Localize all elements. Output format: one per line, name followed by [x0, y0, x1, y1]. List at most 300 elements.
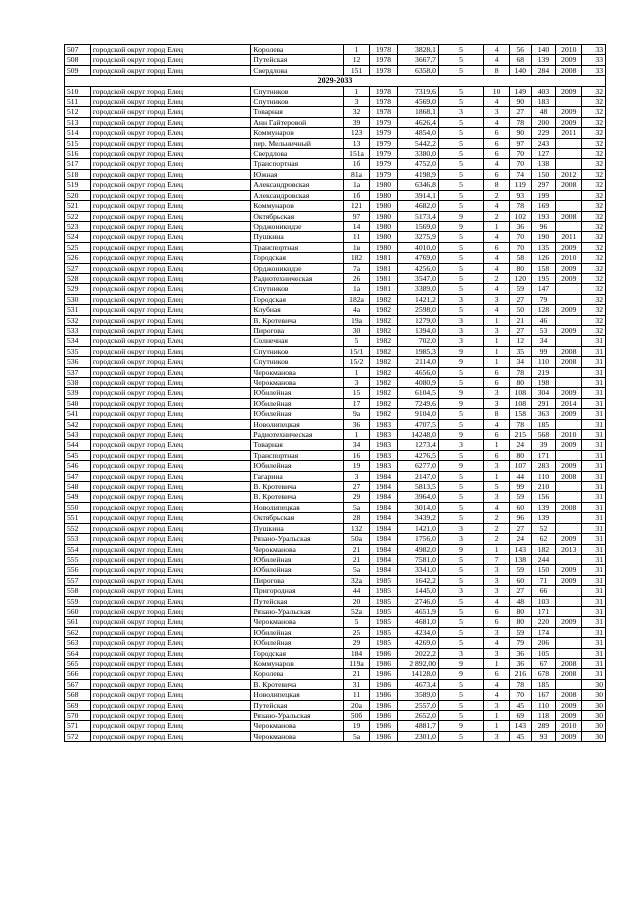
- cell-year-built: 1979: [369, 117, 397, 127]
- cell-term: 31: [582, 648, 606, 658]
- cell-row-number: 534: [65, 336, 91, 346]
- cell-house-number: 32: [344, 107, 370, 117]
- cell-row-number: 559: [65, 596, 91, 606]
- cell-entrances: 3: [484, 575, 510, 585]
- cell-street: Транспортная: [251, 159, 344, 169]
- table-row: [65, 606, 606, 616]
- cell-residents: 79: [531, 294, 556, 304]
- cell-residents: 403: [531, 86, 556, 96]
- cell-street: Черокманова: [251, 367, 344, 377]
- cell-house-number: 27: [344, 482, 370, 492]
- cell-residents: 110: [531, 471, 556, 481]
- cell-term: 31: [582, 336, 606, 346]
- cell-term: 31: [582, 378, 606, 388]
- cell-term: 33: [582, 65, 606, 75]
- cell-street: Городская: [251, 294, 344, 304]
- cell-term: 31: [582, 357, 606, 367]
- cell-floors: 5: [438, 128, 483, 138]
- cell-house-number: 36: [344, 419, 370, 429]
- table-row: [65, 180, 606, 190]
- cell-floors: 5: [438, 117, 483, 127]
- cell-municipality: городской округ город Елец: [90, 731, 251, 741]
- cell-area: 2652,0: [397, 711, 438, 721]
- cell-area: 4854,0: [397, 128, 438, 138]
- cell-row-number: 568: [65, 690, 91, 700]
- cell-row-number: 549: [65, 492, 91, 502]
- cell-area: 7581,0: [397, 554, 438, 564]
- cell-year-built: 1978: [369, 86, 397, 96]
- cell-municipality: городской округ город Елец: [90, 388, 251, 398]
- cell-floors: 5: [438, 378, 483, 388]
- table-row: [65, 523, 606, 533]
- cell-area: 7249,6: [397, 398, 438, 408]
- cell-term: 31: [582, 409, 606, 419]
- cell-row-number: 564: [65, 648, 91, 658]
- cell-residents: 139: [531, 513, 556, 523]
- cell-house-number: 19: [344, 721, 370, 731]
- cell-floors: 5: [438, 471, 483, 481]
- cell-municipality: городской округ город Елец: [90, 159, 251, 169]
- cell-floors: 5: [438, 627, 483, 637]
- cell-row-number: 542: [65, 419, 91, 429]
- cell-entrances: 1: [484, 721, 510, 731]
- cell-floors: 5: [438, 273, 483, 283]
- cell-area: 3389,0: [397, 284, 438, 294]
- cell-row-number: 541: [65, 409, 91, 419]
- cell-floors: 5: [438, 232, 483, 242]
- cell-year-built: 1981: [369, 253, 397, 263]
- cell-term: 31: [582, 461, 606, 471]
- cell-entrances: 6: [484, 669, 510, 679]
- cell-house-number: 5а: [344, 731, 370, 741]
- cell-residents: 193: [531, 211, 556, 221]
- table-row: [65, 617, 606, 627]
- cell-row-number: 572: [65, 731, 91, 741]
- cell-row-number: 540: [65, 398, 91, 408]
- cell-term: 31: [582, 471, 606, 481]
- cell-year-built: 1984: [369, 523, 397, 533]
- cell-entrances: 4: [484, 284, 510, 294]
- cell-year-built: 1983: [369, 450, 397, 460]
- cell-repair-year: [556, 523, 582, 533]
- cell-term: 32: [582, 232, 606, 242]
- cell-residents: 150: [531, 565, 556, 575]
- cell-term: 33: [582, 45, 606, 55]
- cell-year-built: 1982: [369, 409, 397, 419]
- cell-street: Путейская: [251, 55, 344, 65]
- cell-residents: 34: [531, 336, 556, 346]
- cell-row-number: 531: [65, 305, 91, 315]
- cell-row-number: 521: [65, 201, 91, 211]
- cell-entrances: 3: [484, 565, 510, 575]
- cell-house-number: 12: [344, 55, 370, 65]
- cell-house-number: 34: [344, 440, 370, 450]
- cell-municipality: городской округ город Елец: [90, 617, 251, 627]
- cell-row-number: 550: [65, 502, 91, 512]
- cell-municipality: городской округ город Елец: [90, 450, 251, 460]
- cell-term: 31: [582, 430, 606, 440]
- cell-floors: 5: [438, 97, 483, 107]
- cell-street: Новолипецкая: [251, 502, 344, 512]
- cell-street: Александровская: [251, 180, 344, 190]
- cell-apartments: 27: [510, 294, 532, 304]
- cell-entrances: 10: [484, 86, 510, 96]
- cell-row-number: 570: [65, 711, 91, 721]
- cell-year-built: 1984: [369, 534, 397, 544]
- cell-year-built: 1983: [369, 419, 397, 429]
- cell-entrances: 1: [484, 336, 510, 346]
- cell-house-number: 1: [344, 86, 370, 96]
- table-row: [65, 336, 606, 346]
- cell-street: Новолипецкая: [251, 690, 344, 700]
- cell-year-built: 1980: [369, 242, 397, 252]
- cell-house-number: 19а: [344, 315, 370, 325]
- cell-entrances: 1: [484, 471, 510, 481]
- cell-street: Черокманова: [251, 544, 344, 554]
- cell-area: 1756,0: [397, 534, 438, 544]
- cell-repair-year: [556, 138, 582, 148]
- cell-area: 4673,4: [397, 679, 438, 689]
- table-row: [65, 440, 606, 450]
- cell-floors: 9: [438, 211, 483, 221]
- cell-area: 2147,0: [397, 471, 438, 481]
- cell-year-built: 1982: [369, 367, 397, 377]
- cell-floors: 9: [438, 544, 483, 554]
- cell-repair-year: 2008: [556, 346, 582, 356]
- cell-floors: 5: [438, 492, 483, 502]
- cell-year-built: 1979: [369, 159, 397, 169]
- cell-street: Новолипецкая: [251, 419, 344, 429]
- cell-house-number: 1а: [344, 180, 370, 190]
- cell-floors: 3: [438, 336, 483, 346]
- cell-area: 1279,0: [397, 315, 438, 325]
- cell-apartments: 78: [510, 367, 532, 377]
- cell-municipality: городской округ город Елец: [90, 336, 251, 346]
- cell-area: 4651,9: [397, 606, 438, 616]
- cell-municipality: городской округ город Елец: [90, 55, 251, 65]
- cell-municipality: городской округ город Елец: [90, 502, 251, 512]
- cell-apartments: 60: [510, 502, 532, 512]
- table-row: [65, 658, 606, 668]
- cell-floors: 5: [438, 367, 483, 377]
- cell-term: 32: [582, 159, 606, 169]
- cell-entrances: 3: [484, 700, 510, 710]
- cell-area: 3439,2: [397, 513, 438, 523]
- cell-apartments: 80: [510, 263, 532, 273]
- cell-residents: 185: [531, 419, 556, 429]
- cell-floors: 9: [438, 658, 483, 668]
- cell-term: 31: [582, 502, 606, 512]
- cell-municipality: городской округ город Елец: [90, 190, 251, 200]
- cell-row-number: 512: [65, 107, 91, 117]
- cell-apartments: 158: [510, 409, 532, 419]
- cell-street: пер. Мельничный: [251, 138, 344, 148]
- cell-repair-year: [556, 627, 582, 637]
- cell-apartments: 216: [510, 669, 532, 679]
- cell-house-number: 29: [344, 638, 370, 648]
- cell-house-number: 1в: [344, 242, 370, 252]
- cell-municipality: городской округ город Елец: [90, 690, 251, 700]
- cell-municipality: городской округ город Елец: [90, 575, 251, 585]
- cell-area: 6358,0: [397, 65, 438, 75]
- cell-year-built: 1985: [369, 575, 397, 585]
- table-row: [65, 253, 606, 263]
- cell-area: 4234,0: [397, 627, 438, 637]
- cell-house-number: 3: [344, 378, 370, 388]
- cell-year-built: 1984: [369, 471, 397, 481]
- cell-municipality: городской округ город Елец: [90, 711, 251, 721]
- cell-house-number: 25: [344, 627, 370, 637]
- cell-apartments: 34: [510, 357, 532, 367]
- cell-street: Александровская: [251, 190, 344, 200]
- cell-entrances: 4: [484, 419, 510, 429]
- cell-municipality: городской округ город Елец: [90, 128, 251, 138]
- cell-entrances: 1: [484, 711, 510, 721]
- cell-area: 2598,0: [397, 305, 438, 315]
- cell-municipality: городской округ город Елец: [90, 721, 251, 731]
- cell-term: 31: [582, 367, 606, 377]
- cell-row-number: 571: [65, 721, 91, 731]
- cell-year-built: 1984: [369, 554, 397, 564]
- document-page: [64, 44, 606, 742]
- cell-floors: 9: [438, 346, 483, 356]
- table-row: [65, 284, 606, 294]
- cell-area: 3828,1: [397, 45, 438, 55]
- cell-residents: 66: [531, 586, 556, 596]
- cell-area: 4707,5: [397, 419, 438, 429]
- cell-repair-year: [556, 482, 582, 492]
- section-title: 2029-2033: [65, 76, 606, 86]
- cell-apartments: 69: [510, 711, 532, 721]
- table-row: [65, 45, 606, 55]
- cell-street: Спутников: [251, 86, 344, 96]
- cell-year-built: 1978: [369, 97, 397, 107]
- cell-area: 2557,0: [397, 700, 438, 710]
- cell-repair-year: 2009: [556, 461, 582, 471]
- cell-repair-year: 2008: [556, 658, 582, 668]
- cell-apartments: 44: [510, 471, 532, 481]
- cell-year-built: 1982: [369, 388, 397, 398]
- cell-municipality: городской округ город Елец: [90, 554, 251, 564]
- cell-entrances: 3: [484, 648, 510, 658]
- cell-house-number: 81а: [344, 169, 370, 179]
- cell-entrances: 1: [484, 357, 510, 367]
- cell-municipality: городской округ город Елец: [90, 294, 251, 304]
- cell-repair-year: [556, 284, 582, 294]
- cell-area: 4569,0: [397, 97, 438, 107]
- cell-repair-year: 2012: [556, 169, 582, 179]
- cell-area: 2301,0: [397, 731, 438, 741]
- table-row: [65, 357, 606, 367]
- cell-residents: 127: [531, 149, 556, 159]
- cell-repair-year: 2008: [556, 471, 582, 481]
- cell-term: 30: [582, 711, 606, 721]
- cell-year-built: 1978: [369, 65, 397, 75]
- cell-street: Радиотехническая: [251, 430, 344, 440]
- cell-municipality: городской округ город Елец: [90, 492, 251, 502]
- cell-entrances: 6: [484, 138, 510, 148]
- cell-year-built: 1982: [369, 357, 397, 367]
- cell-area: 2114,0: [397, 357, 438, 367]
- cell-term: 32: [582, 190, 606, 200]
- cell-apartments: 93: [510, 190, 532, 200]
- cell-municipality: городской округ город Елец: [90, 305, 251, 315]
- cell-apartments: 78: [510, 201, 532, 211]
- cell-apartments: 58: [510, 253, 532, 263]
- cell-entrances: 6: [484, 606, 510, 616]
- cell-repair-year: 2009: [556, 117, 582, 127]
- cell-repair-year: [556, 336, 582, 346]
- cell-floors: 5: [438, 450, 483, 460]
- cell-year-built: 1986: [369, 700, 397, 710]
- cell-residents: 219: [531, 367, 556, 377]
- cell-house-number: 151а: [344, 149, 370, 159]
- cell-floors: 3: [438, 294, 483, 304]
- table-row: [65, 679, 606, 689]
- cell-residents: 190: [531, 232, 556, 242]
- table-row: [65, 502, 606, 512]
- cell-year-built: 1985: [369, 627, 397, 637]
- cell-repair-year: 2009: [556, 617, 582, 627]
- cell-entrances: 1: [484, 440, 510, 450]
- table-row: [65, 450, 606, 460]
- table-row: [65, 315, 606, 325]
- cell-house-number: 50б: [344, 711, 370, 721]
- cell-repair-year: [556, 450, 582, 460]
- table-row: [65, 586, 606, 596]
- cell-street: Коммунаров: [251, 201, 344, 211]
- cell-term: 32: [582, 325, 606, 335]
- cell-repair-year: 2010: [556, 430, 582, 440]
- cell-area: 3667,7: [397, 55, 438, 65]
- cell-apartments: 97: [510, 138, 532, 148]
- table-row: [65, 544, 606, 554]
- cell-street: Рязано-Уральская: [251, 606, 344, 616]
- cell-term: 31: [582, 419, 606, 429]
- cell-house-number: 39: [344, 117, 370, 127]
- cell-area: 7319,6: [397, 86, 438, 96]
- cell-house-number: 1б: [344, 159, 370, 169]
- cell-entrances: 3: [484, 398, 510, 408]
- cell-floors: 3: [438, 440, 483, 450]
- cell-year-built: 1979: [369, 169, 397, 179]
- cell-term: 32: [582, 180, 606, 190]
- cell-area: 3914,1: [397, 190, 438, 200]
- cell-row-number: 556: [65, 565, 91, 575]
- cell-entrances: 8: [484, 180, 510, 190]
- cell-municipality: городской округ город Елец: [90, 627, 251, 637]
- cell-year-built: 1986: [369, 648, 397, 658]
- section-header: [65, 76, 606, 86]
- cell-municipality: городской округ город Елец: [90, 242, 251, 252]
- cell-term: 32: [582, 294, 606, 304]
- cell-entrances: 6: [484, 430, 510, 440]
- cell-area: 5813,5: [397, 482, 438, 492]
- cell-street: Октябрьская: [251, 513, 344, 523]
- table-row: [65, 513, 606, 523]
- cell-house-number: 1: [344, 45, 370, 55]
- cell-residents: 52: [531, 523, 556, 533]
- table-row: [65, 471, 606, 481]
- cell-house-number: 7а: [344, 263, 370, 273]
- table-row: [65, 378, 606, 388]
- cell-year-built: 1981: [369, 273, 397, 283]
- cell-row-number: 539: [65, 388, 91, 398]
- cell-residents: 297: [531, 180, 556, 190]
- cell-floors: 5: [438, 253, 483, 263]
- cell-repair-year: 2008: [556, 690, 582, 700]
- cell-year-built: 1980: [369, 201, 397, 211]
- cell-residents: 48: [531, 107, 556, 117]
- cell-year-built: 1984: [369, 565, 397, 575]
- cell-municipality: городской округ город Елец: [90, 471, 251, 481]
- cell-area: 4881,7: [397, 721, 438, 731]
- cell-street: Рязано-Уральская: [251, 711, 344, 721]
- cell-repair-year: [556, 201, 582, 211]
- cell-term: 31: [582, 638, 606, 648]
- cell-entrances: 4: [484, 638, 510, 648]
- cell-street: Товарная: [251, 107, 344, 117]
- cell-entrances: 3: [484, 586, 510, 596]
- cell-repair-year: [556, 315, 582, 325]
- cell-row-number: 507: [65, 45, 91, 55]
- cell-row-number: 530: [65, 294, 91, 304]
- cell-repair-year: 2009: [556, 107, 582, 117]
- cell-area: 1273,4: [397, 440, 438, 450]
- table-row: [65, 128, 606, 138]
- table-row: [65, 690, 606, 700]
- cell-area: 3589,0: [397, 690, 438, 700]
- cell-house-number: 151: [344, 65, 370, 75]
- cell-year-built: 1979: [369, 128, 397, 138]
- cell-year-built: 1980: [369, 180, 397, 190]
- cell-year-built: 1985: [369, 617, 397, 627]
- cell-row-number: 563: [65, 638, 91, 648]
- cell-repair-year: 2009: [556, 388, 582, 398]
- cell-area: 4269,0: [397, 638, 438, 648]
- cell-residents: 139: [531, 55, 556, 65]
- cell-municipality: городской округ город Елец: [90, 430, 251, 440]
- cell-year-built: 1980: [369, 221, 397, 231]
- cell-floors: 5: [438, 305, 483, 315]
- cell-term: 31: [582, 669, 606, 679]
- cell-term: 32: [582, 201, 606, 211]
- table-row: [65, 430, 606, 440]
- cell-residents: 200: [531, 117, 556, 127]
- cell-street: Юбилейная: [251, 565, 344, 575]
- cell-area: 3275,9: [397, 232, 438, 242]
- cell-apartments: 99: [510, 482, 532, 492]
- cell-apartments: 36: [510, 658, 532, 668]
- cell-year-built: 1986: [369, 690, 397, 700]
- cell-repair-year: [556, 638, 582, 648]
- cell-residents: 62: [531, 534, 556, 544]
- cell-term: 32: [582, 284, 606, 294]
- table-row: [65, 232, 606, 242]
- cell-term: 30: [582, 700, 606, 710]
- cell-row-number: 544: [65, 440, 91, 450]
- cell-residents: 363: [531, 409, 556, 419]
- cell-area: 1569,0: [397, 221, 438, 231]
- table-row: [65, 273, 606, 283]
- cell-row-number: 518: [65, 169, 91, 179]
- cell-repair-year: [556, 367, 582, 377]
- cell-entrances: 1: [484, 544, 510, 554]
- cell-apartments: 143: [510, 721, 532, 731]
- cell-street: Транспортная: [251, 450, 344, 460]
- cell-year-built: 1983: [369, 461, 397, 471]
- cell-street: В. Кротевича: [251, 679, 344, 689]
